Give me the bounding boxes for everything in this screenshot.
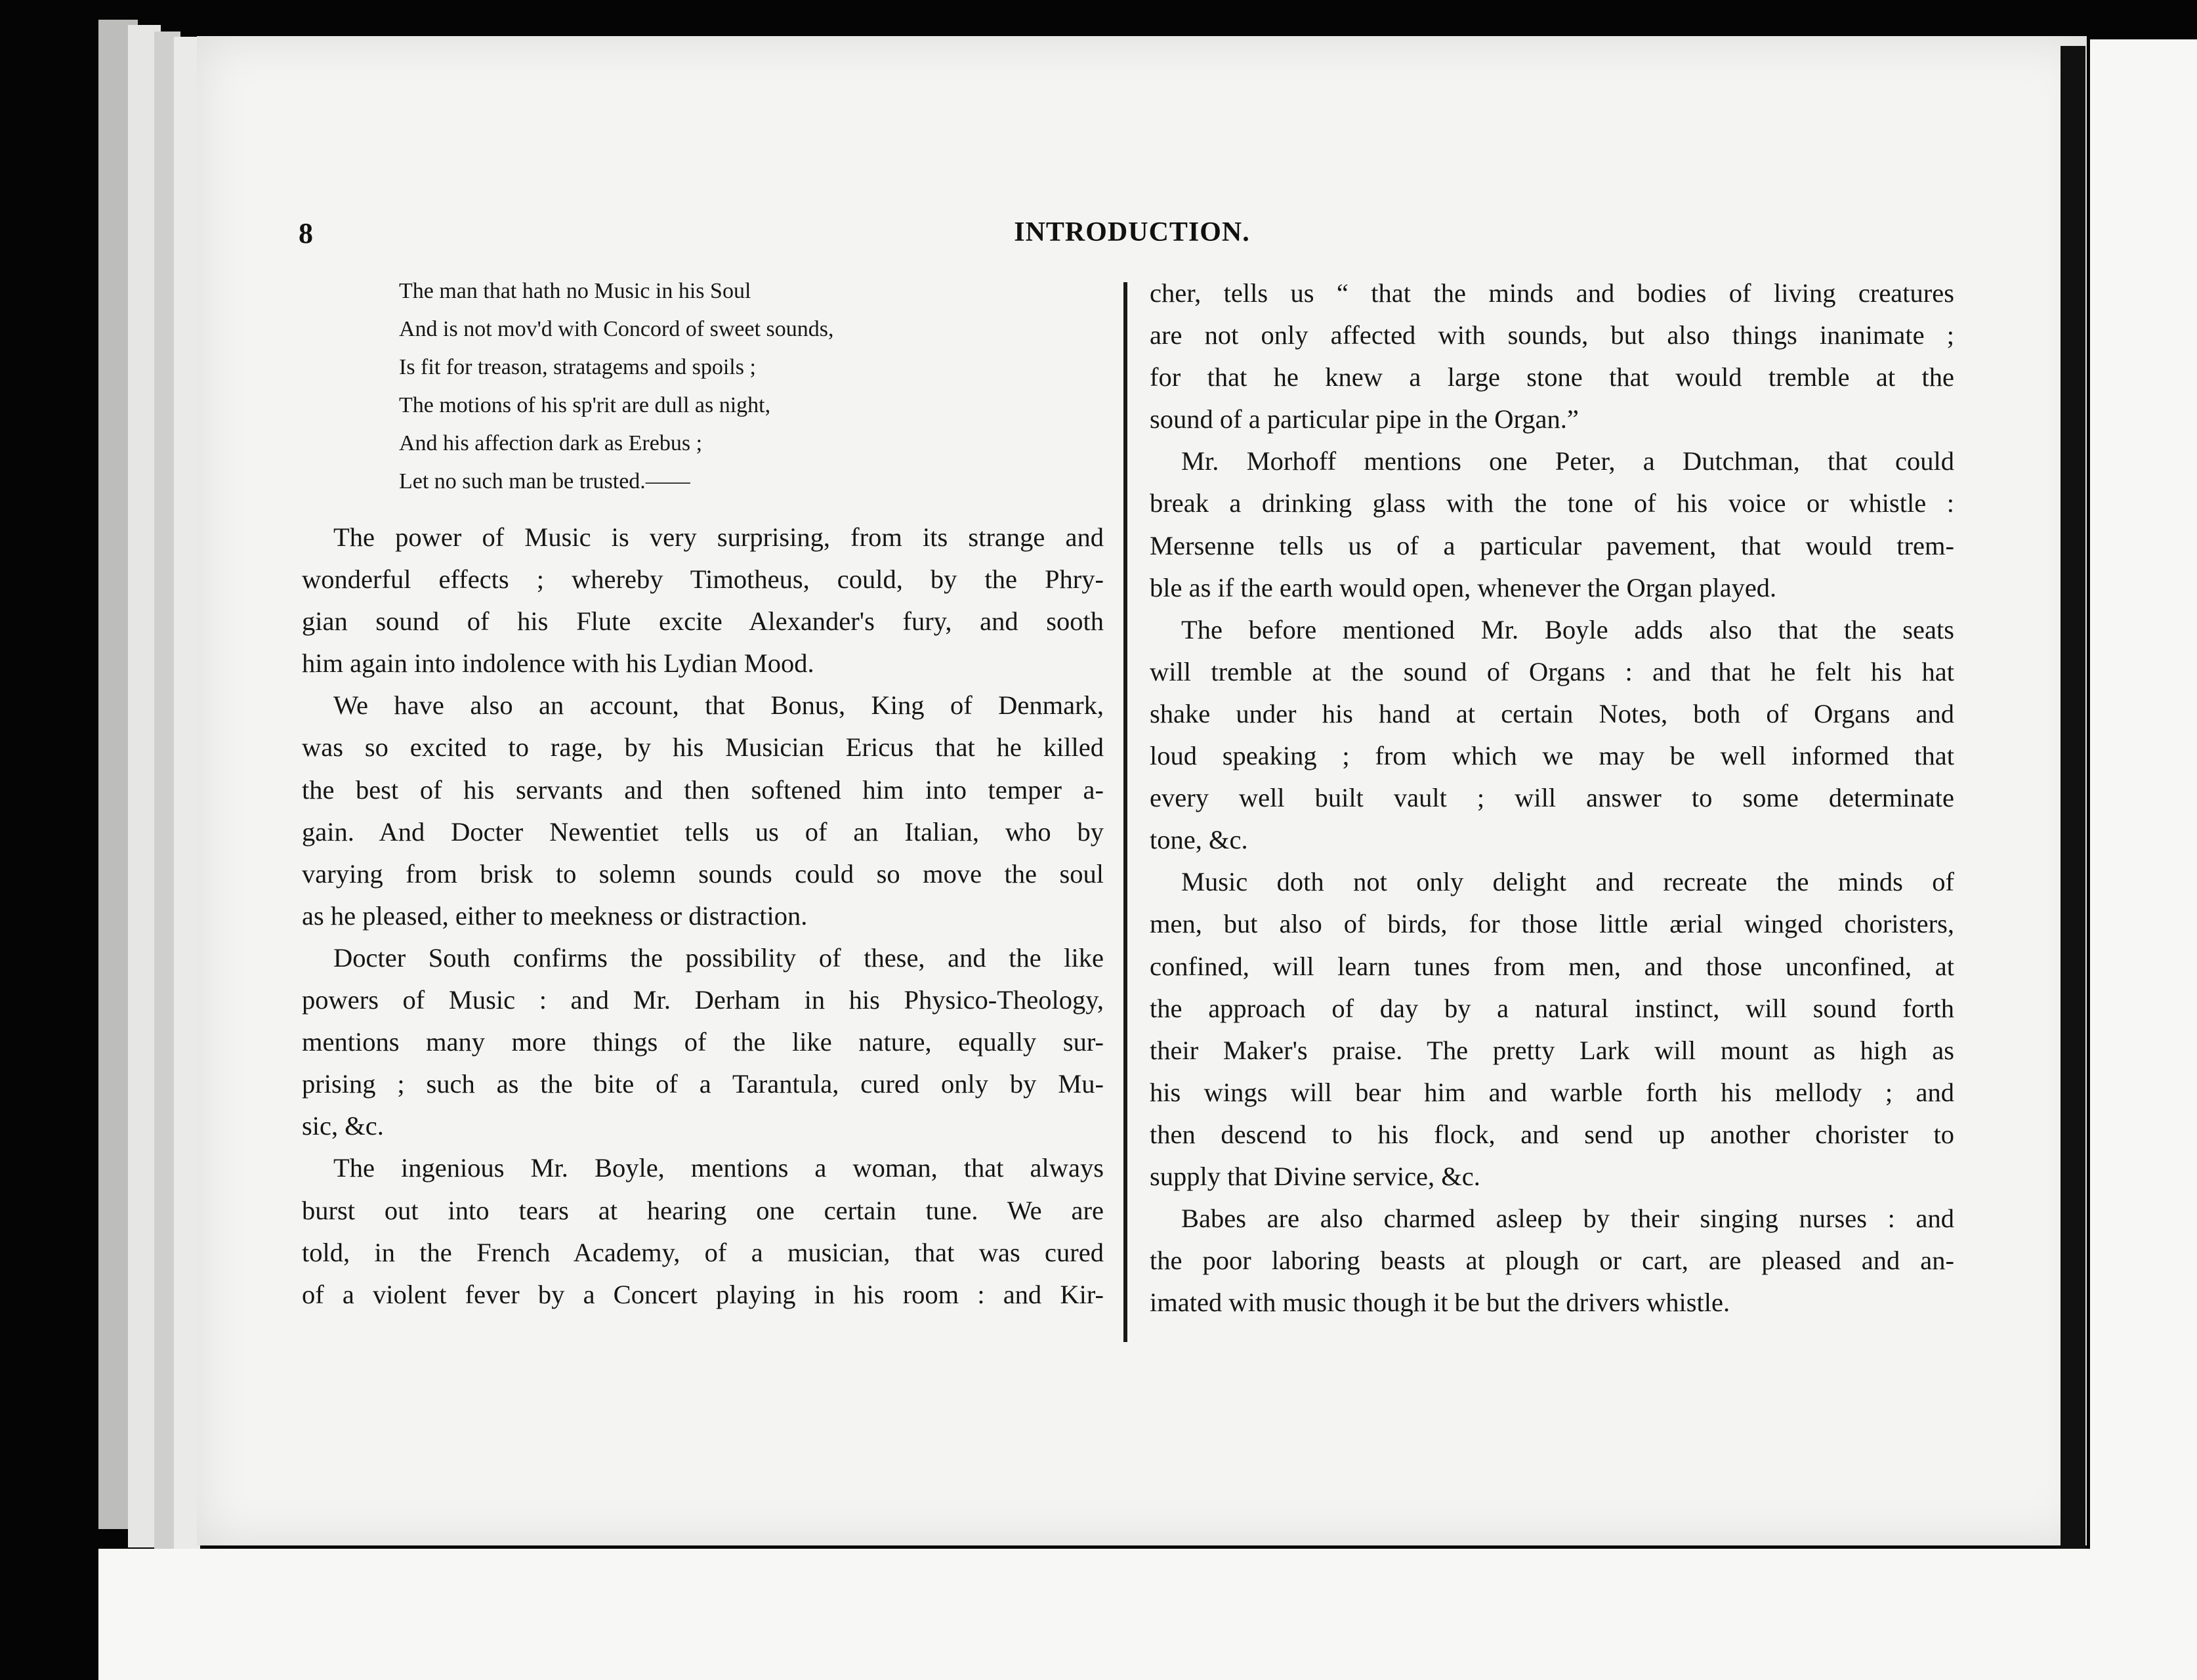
text-line: then descend to his flock, and send up another chorister to <box>1150 1119 1954 1149</box>
paragraph <box>302 516 1104 684</box>
page-edge <box>174 37 200 1566</box>
text-line: every well built vault ; will answer to some determinate <box>1150 783 1954 813</box>
text-line: him again into indolence with his Lydian Mood. <box>302 648 814 679</box>
text-line: prising ; such as the bite of a Tarantula, cured only by Mu- <box>302 1069 1104 1099</box>
text-line: The ingenious Mr. Boyle, mentions a woman, that always <box>333 1153 1104 1183</box>
paragraph <box>302 937 1104 1147</box>
verse-quotation <box>302 272 1104 501</box>
text-line: as he pleased, either to meekness or distraction. <box>302 900 808 931</box>
text-line: shake under his hand at certain Notes, both of Organs and <box>1150 698 1954 728</box>
text-line: loud speaking ; from which we may be well informed that <box>1150 741 1954 771</box>
text-line: varying from brisk to solemn sounds could so move the soul <box>302 858 1104 889</box>
text-line: their Maker's praise. The pretty Lark will mount as high as <box>1150 1035 1954 1065</box>
text-line: The power of Music is very surprising, from its strange and <box>333 522 1104 552</box>
adjacent-page-margin <box>2090 39 2197 1614</box>
page-number: 8 <box>299 217 313 249</box>
gutter-shadow <box>2061 46 2085 1549</box>
text-line: men, but also of birds, for those little ærial winged choristers, <box>1150 909 1954 939</box>
text-line: cher, tells us “ that the minds and bodies of living creatures <box>1150 278 1954 308</box>
text-line: imated with music though it be but the drivers whistle. <box>1150 1288 1730 1318</box>
verse-line: And is not mov'd with Concord of sweet sounds, <box>399 317 834 341</box>
verse-line: The motions of his sp'rit are dull as night, <box>399 393 771 417</box>
paragraph <box>1150 609 1954 862</box>
text-line: for that he knew a large stone that would tremble at the <box>1150 362 1954 392</box>
paragraph <box>1150 272 1954 440</box>
text-line: his wings will bear him and warble forth his mellody ; and <box>1150 1077 1954 1107</box>
text-line: sic, &c. <box>302 1111 384 1141</box>
text-line: the best of his servants and then softened him into temper a- <box>302 774 1104 805</box>
bottom-margin <box>98 1549 2197 1680</box>
text-line: was so excited to rage, by his Musician Ericus that he killed <box>302 732 1104 763</box>
text-line: Music doth not only delight and recreate the minds of <box>1181 867 1954 897</box>
text-line: supply that Divine service, &c. <box>1150 1161 1480 1191</box>
column-divider <box>1123 282 1127 1342</box>
text-line: We have also an account, that Bonus, King of Denmark, <box>333 690 1104 721</box>
text-line: Docter South confirms the possibility of these, and the like <box>333 942 1104 973</box>
text-line: tone, &c. <box>1150 825 1248 855</box>
text-line: confined, will learn tunes from men, and those unconfined, at <box>1150 951 1954 981</box>
text-line: Mr. Morhoff mentions one Peter, a Dutchman, that could <box>1181 446 1954 476</box>
text-line: are not only affected with sounds, but also things inanimate ; <box>1150 320 1954 350</box>
running-head: INTRODUCTION. <box>1014 217 1250 247</box>
text-line: of a violent fever by a Concert playing in his room : and Kir- <box>302 1279 1104 1309</box>
text-line: told, in the French Academy, of a musician, that was cured <box>302 1237 1104 1267</box>
text-line: Mersenne tells us of a particular pavement, that would trem- <box>1150 530 1954 560</box>
text-line: ble as if the earth would open, whenever the Organ played. <box>1150 572 1777 602</box>
paragraph <box>1150 440 1954 608</box>
text-line: The before mentioned Mr. Boyle adds also that the seats <box>1181 614 1954 644</box>
text-line: the poor laboring beasts at plough or cart, are pleased and an- <box>1150 1246 1954 1276</box>
paragraph <box>302 684 1104 937</box>
verse-line: The man that hath no Music in his Soul <box>399 279 751 303</box>
verse-line: Let no such man be trusted.—— <box>399 469 690 494</box>
right-column <box>1150 272 1954 1324</box>
paragraph <box>302 1147 1104 1315</box>
text-line: powers of Music : and Mr. Derham in his Physico-Theology, <box>302 985 1104 1015</box>
text-line: break a drinking glass with the tone of his voice or whistle : <box>1150 488 1954 518</box>
text-line: wonderful effects ; whereby Timotheus, could, by the Phry- <box>302 564 1104 595</box>
text-line: gain. And Docter Newentiet tells us of an Italian, who by <box>302 816 1104 847</box>
paragraph <box>1150 1198 1954 1324</box>
paragraph <box>1150 861 1954 1198</box>
text-line: sound of a particular pipe in the Organ.” <box>1150 404 1579 434</box>
text-line: mentions many more things of the like nature, equally sur- <box>302 1027 1104 1057</box>
text-line: will tremble at the sound of Organs : and that he felt his hat <box>1150 656 1954 686</box>
text-line: gian sound of his Flute excite Alexander's fury, and sooth <box>302 606 1104 637</box>
verse-line: And his affection dark as Erebus ; <box>399 431 703 455</box>
verse-line: Is fit for treason, stratagems and spoils ; <box>399 355 756 379</box>
left-column <box>302 272 1104 1316</box>
page-header <box>299 217 1965 256</box>
text-line: burst out into tears at hearing one certain tune. We are <box>302 1195 1104 1225</box>
text-line: Babes are also charmed asleep by their singing nurses : and <box>1181 1204 1954 1234</box>
text-line: the approach of day by a natural instinct, will sound forth <box>1150 993 1954 1023</box>
